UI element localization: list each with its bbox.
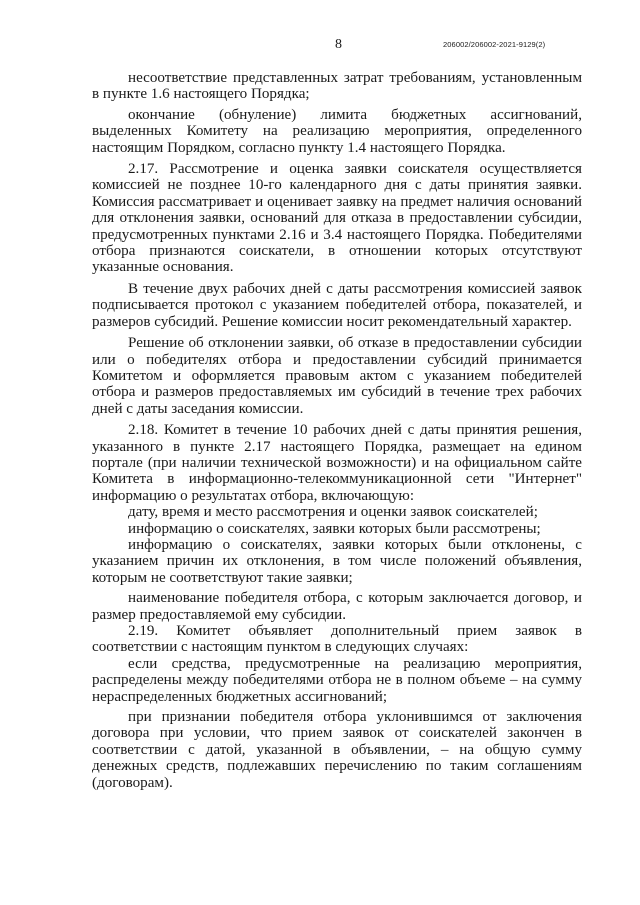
paragraph: 2.18. Комитет в течение 10 рабочих дней с даты принятия решения, указанного в пункте 2.17 настоящего Порядка, размещает на едином портале (при наличии технической возможности) и на официальном сайте Комитета в информационно-телекоммуникационной сети "Интернет" информацию о результатах отбора, включающую:	[92, 422, 582, 504]
paragraph: В течение двух рабочих дней с даты рассмотрения комиссией заявок подписывается протокол с указанием победителей отбора, показателей, и размеров субсидий. Решение комиссии носит рекомендательный характер.	[92, 280, 582, 330]
paragraph: несоответствие представленных затрат требованиям, установленным в пункте 1.6 настоящего Порядка;	[92, 70, 582, 103]
paragraph: информацию о соискателях, заявки которых были рассмотрены;	[128, 520, 541, 537]
page-number: 8	[335, 37, 342, 52]
paragraph: наименование победителя отбора, с которым заключается договор, и размер предоставляемой ему субсидии.	[92, 590, 582, 623]
document-body	[92, 70, 582, 791]
paragraph: при признании победителя отбора уклонившимся от заключения договора при условии, что прием заявок от соискателей закончен в соответствии с датой, указанной в объявлении, – на общую сумму денежных средств, подлежавших перечислению по таким соглашениям (договорам).	[92, 709, 582, 791]
paragraph: Решение об отклонении заявки, об отказе в предоставлении субсидии или о победителях отбора и предоставлении субсидий принимается Комитетом и оформляется правовым актом с указанием победителей отбора и размеров предоставляемых им субсидий в течение трех рабочих дней с даты заседания комиссии.	[92, 335, 582, 417]
paragraph: 2.17. Рассмотрение и оценка заявки соискателя осуществляется комиссией не позднее 10-го календарного дня с даты принятия заявки. Комиссия рассматривает и оценивает заявку на предмет наличия оснований для отклонения заявки, оснований для отказа в предоставлении субсидии, предусмотренных пунктами 2.16 и 3.4 настоящего Порядка. Победителями отбора признаются соискатели, в отношении которых отсутствуют указанные основания.	[92, 161, 582, 276]
paragraph: дату, время и место рассмотрения и оценки заявок соискателей;	[128, 504, 538, 521]
paragraph: если средства, предусмотренные на реализацию мероприятия, распределены между победителями отбора не в полном объеме – на сумму нераспределенных бюджетных ассигнований;	[92, 655, 582, 705]
paragraph: окончание (обнуление) лимита бюджетных ассигнований, выделенных Комитету на реализацию мероприятия, определенного настоящим Порядком, согласно пункту 1.4 настоящего Порядка.	[92, 106, 582, 156]
document-id: 206002/206002-2021-9129(2)	[443, 40, 546, 49]
paragraph: 2.19. Комитет объявляет дополнительный прием заявок в соответствии с настоящим пунктом в следующих случаях:	[92, 623, 582, 656]
paragraph: информацию о соискателях, заявки которых были отклонены, с указанием причин их отклонения, в том числе положений объявления, которым не соответствуют такие заявки;	[92, 536, 582, 586]
